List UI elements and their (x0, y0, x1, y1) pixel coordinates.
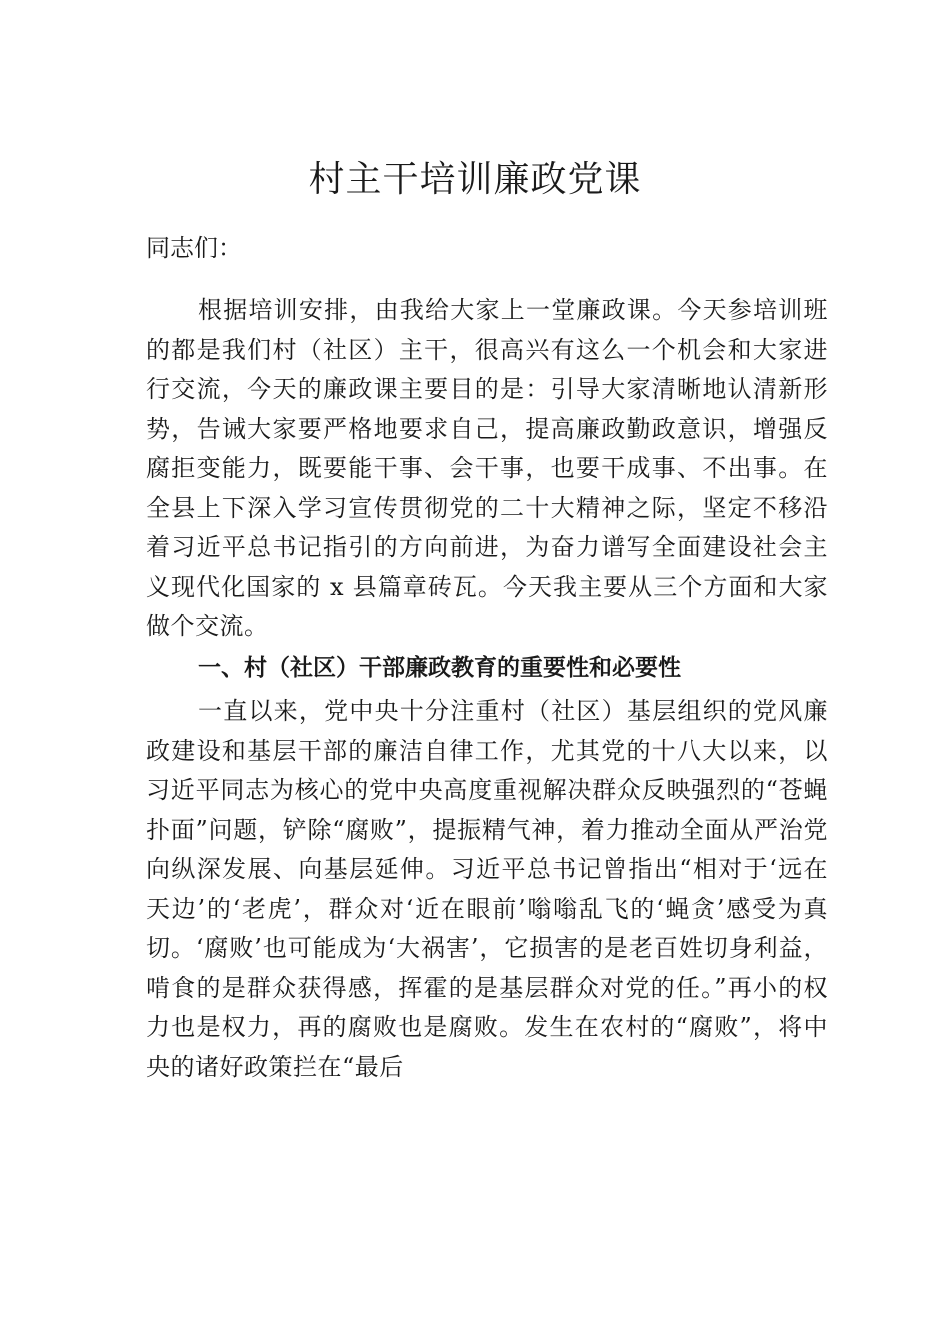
salutation: 同志们： (146, 234, 242, 262)
section-heading-1: 一、村（社区）干部廉政教育的重要性和必要性 (198, 655, 681, 681)
document-title: 村主干培训廉政党课 (308, 159, 642, 200)
body-paragraph-section-1: 一直以来，党中央十分注重村（社区）基层组织的党风廉政建设和基层干部的廉洁自律工作，尤其党的十八大以来，以习近平同志为核心的党中央高度重视解决群众反映强烈的“苍蝇扑面”问题，铲除“腐败”，提振精气神，着力推动全面从严治党向纵深发展、向基层延伸。习近平总书记曾指出“相对于‘远在天边’的‘老虎’，群众对‘近在眼前’嗡嗡乱飞的‘蝇贪’感受为真切。‘腐败’也可能成为‘大祸害’，它损害的是老百姓切身利益，啃食的是群众获得感，挥霍的是基层群众对党的任。”再小的权力也是权力，再的腐败也是腐败。发生在农村的“腐败”，将中央的诸好政策拦在“最后 (146, 697, 828, 1081)
body-paragraph-intro: 根据培训安排，由我给大家上一堂廉政课。今天参培训班的都是我们村（社区）主干，很高兴有这么一个机会和大家进行交流，今天的廉政课主要目的是：引导大家清晰地认清新形势，告诫大家要严格地要求自己，提高廉政勤政意识，增强反腐拒变能力，既要能干事、会干事，也要干成事、不出事。在全县上下深入学习宣传贯彻党的二十大精神之际，坚定不移沿着习近平总书记指引的方向前进，为奋力谱写全面建设社会主义现代化国家的 x 县篇章砖瓦。今天我主要从三个方面和大家做个交流。 (146, 296, 828, 640)
